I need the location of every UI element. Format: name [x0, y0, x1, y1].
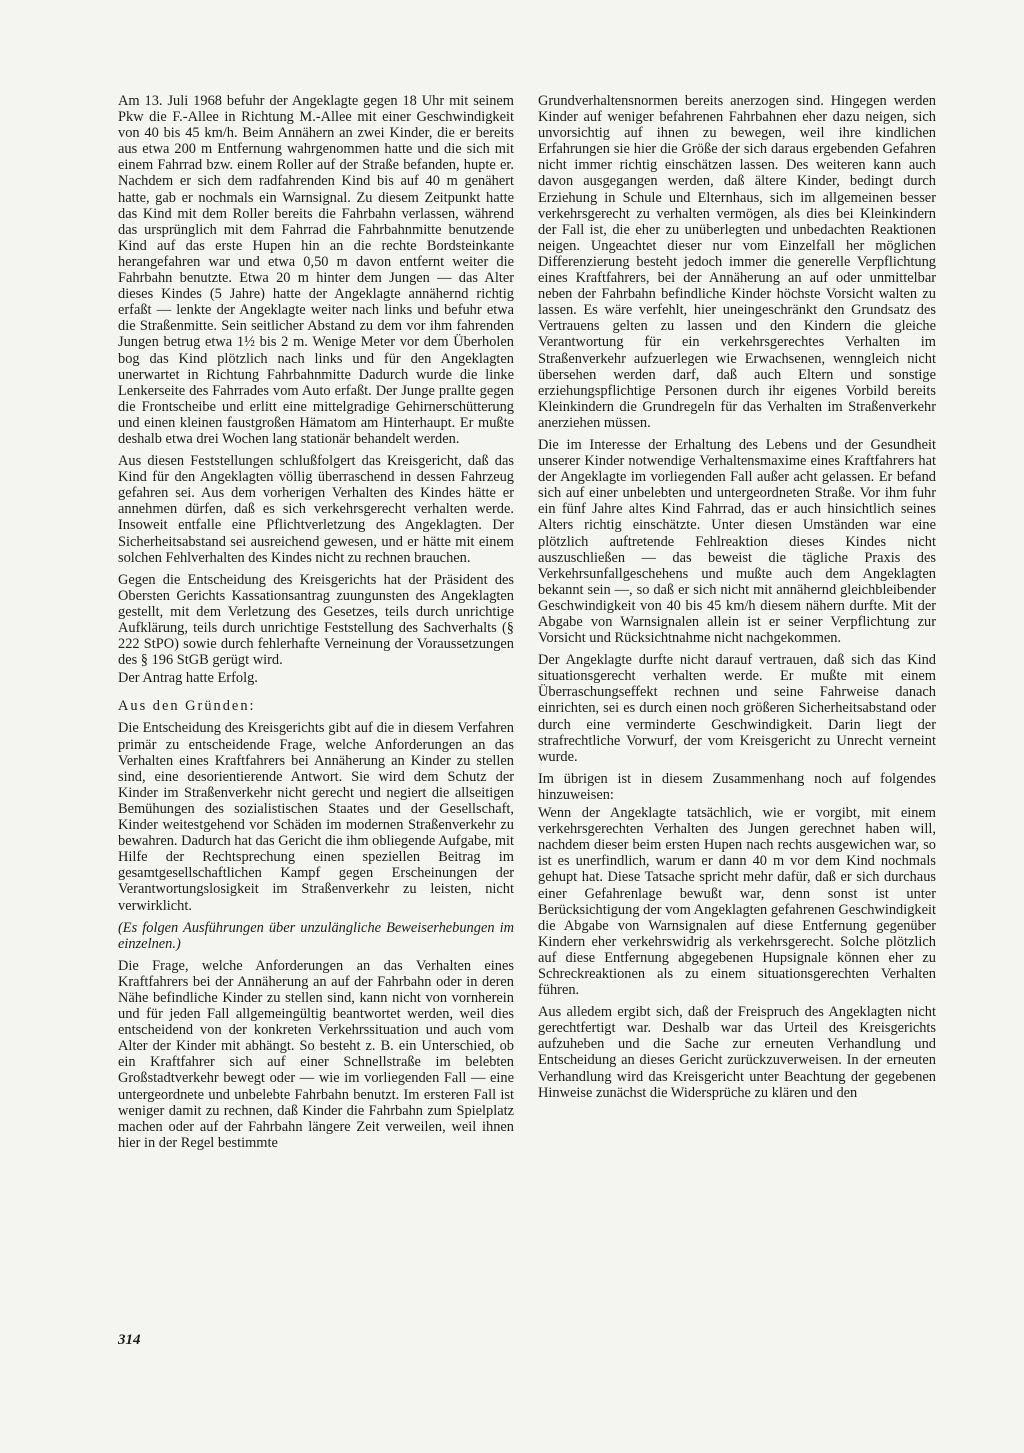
paragraph-reasons: Die Entscheidung des Kreisgerichts gibt auf die in diesem Verfahren primär zu entscheidende Frage, welche Anforderungen an das Verhalten eines Kraftfahrers bei Annäherung an Kinder zu stellen sind, eine desorientierende Antwort. Sie wird dem Schutz der Kinder im Straßenverkehr nicht gerecht und negiert die allseitigen Bemühungen des sozialistischen Staates und der Gesellschaft, Kinder weitestgehend vor Schäden im modernen Straßenverkehr zu bewahren. Dadurch hat das Gericht die ihm obliegende Aufgabe, mit Hilfe der Rechtsprechung einen speziellen Beitrag im gesamtgesellschaftlichen Kampf gegen Erscheinungen der Verantwortungslosigkeit im Straßenverkehr zu leisten, nicht verwirklicht. [118, 720, 515, 914]
paragraph-maxim: Die im Interesse der Erhaltung des Lebens und der Gesundheit unserer Kinder notwendige Verhaltensmaxime eines Kraftfahrers hat der Angeklagte im vorliegenden Fall außer acht gelassen. Er befand sich auf einer unbelebten und untergeordneten Straße. Vor ihm fuhr ein fünf Jahre altes Kind Fahrrad, das er auch hinsichtlich seines Alters richtig einschätzte. Unter diesen Umständen war eine plötzlich auftretende Fehlreaktion dieses Kindes nicht auszuschließen — das beweist die tägliche Praxis des Verkehrsunfallgeschehens und mußte auch dem Angeklagten bekannt sein —, so daß er sich nicht mit annähernd gleichbleibender Geschwindigkeit von 40 bis 45 km/h diesem nähern durfte. Mit der Abgabe von Warnsignalen allein ist er seiner Verpflichtung zur Vorsicht und Rücksichtnahme nicht nachgekommen. [538, 436, 936, 647]
page-number: 314 [118, 1332, 141, 1348]
paragraph-motion-success: Der Antrag hatte Erfolg. [118, 670, 258, 687]
section-heading: Aus den Gründen: [118, 698, 256, 715]
paragraph-conclusion: Aus alledem ergibt sich, daß der Freispruch des Angeklagten nicht gerechtfertigt war. Deshalb war das Urteil des Kreisgerichts aufzuheben und die Sache zur erneuten Verhandlung und Entscheidung an dieses Gericht zurückzuverweisen. In der erneuten Verhandlung wird das Kreisgericht unter Beachtung der gegebenen Hinweise zunächst die Widersprüche zu klären und den [538, 1004, 936, 1101]
left-column [118, 93, 514, 1157]
paragraph-no-trust: Der Angeklagte durfte nicht darauf vertrauen, daß sich das Kind situationsgerecht verhalten werde. Er mußte mit einem Überraschungseffekt rechnen und seine Fahrweise danach einrichten, sei es durch einen noch größeren Sicherheitsabstand oder durch eine verminderte Geschwindigkeit. Darin liegt der strafrechtliche Vorwurf, der vom Kreisgericht zu Unrecht verneint wurde. [538, 652, 936, 765]
right-column [538, 93, 936, 1107]
paragraph-cassation-motion: Gegen die Entscheidung des Kreisgerichts hat der Präsident des Obersten Gerichts Kassationsantrag zuungunsten des Angeklagten gestellt, mit dem Verletzung des Gesetzes, teils durch unrichtige Aufklärung, teils durch unrichtige Feststellung des Sachverhalts (§ 222 StPO) sowie durch fehlerhafte Verneinung der Voraussetzungen des § 196 StGB gerügt wird. [118, 571, 514, 669]
paragraph-basic-norms: Grundverhaltensnormen bereits anerzogen sind. Hingegen werden Kinder auf weniger befahrenen Fahrbahnen eher dazu neigen, sich unvorsichtig auf ihnen zu bewegen, weil ihre kindlichen Erfahrungen sie hier die Größe der sich daraus ergebenden Gefahren nicht immer richtig einschätzen lassen. Des weiteren kann auch davon ausgegangen werden, daß ältere Kinder, bedingt durch Erziehung in Schule und Elternhaus, sich im allgemeinen besser verkehrsgerecht zu verhalten vermögen, als dies bei Kleinkindern der Fall ist, die eher zu unüberlegten und unbedachten Reaktionen neigen. Ungeachtet dieser nur vom Einzelfall her möglichen Differenzierung besteht jedoch immer die generelle Verpflichtung eines Kraftfahrers, bei der Annäherung an auf oder unmittelbar neben der Fahrbahn befindliche Kinder höchste Vorsicht walten zu lassen. Es wäre verfehlt, hier uneingeschränkt den Grundsatz des Vertrauens gelten zu lassen und den Kindern die gleiche Verantwortung für ein verkehrsgerechtes Verhalten im Straßenverkehr aufzuerlegen wie Erwachsenen, wenngleich nicht übersehen werden darf, daß auch Eltern und sonstige erziehungspflichtige Personen durch ihr eigenes Vorbild bereits Kleinkindern die Grundregeln für das Verhalten im Straßenverkehr anerziehen müssen. [538, 93, 936, 431]
paragraph-district-court-conclusion: Aus diesen Feststellungen schlußfolgert das Kreisgericht, daß das Kind für den Angeklagten völlig überraschend in dessen Fahrzeug gefahren sei. Aus dem vorherigen Verhalten des Kindes hätte er annehmen dürfen, daß es sich verkehrsgerecht verhalten werde. Insoweit entfalle eine Pflichtverletzung des Angeklagten. Der Sicherheitsabstand sei ausreichend gewesen, und er hätte mit einem solchen Fehlverhalten des Kindes nicht zu rechnen brauchen. [118, 453, 514, 566]
paragraph-honking: Wenn der Angeklagte tatsächlich, wie er vorgibt, mit einem verkehrsgerechten Verhalten des Jungen gerechnet haben will, nachdem dieser beim ersten Hupen nach rechts ausgewichen war, so ist es unerfindlich, warum er dann 40 m vor dem Kind nochmals gehupt hat. Diese Tatsache spricht mehr dafür, daß er sich durchaus einer Gefahrenlage bewußt war, denn sonst ist unter Berücksichtigung der vom Angeklagten gefahrenen Geschwindigkeit die Abgabe von Warnsignalen auf diese Entfernung gegenüber Kindern eher verkehrswidrig als verkehrsgerecht. Solche plötzlich auf diese Entfernung abgegebenen Hupsignale können eher zu Schreckreaktionen als zu einem situationsgerechten Verhalten führen. [538, 805, 936, 999]
paragraph-further-note: Im übrigen ist in diesem Zusammenhang noch auf folgendes hinzuweisen: [538, 770, 936, 803]
paragraph-requirements: Die Frage, welche Anforderungen an das Verhalten eines Kraftfahrers bei der Annäherung an auf der Fahrbahn oder in deren Nähe befindliche Kinder zu stellen sind, kann nicht von vornherein und für jeden Fall allgemeingültig beantwortet werden, weil dies entscheidend von der konkreten Verkehrssituation und auch vom Alter der Kinder mit abhängt. So besteht z. B. ein Unterschied, ob ein Kraftfahrer sich auf einer Schnellstraße im belebten Großstadtverkehr bewegt oder — wie im vorliegenden Fall — eine untergeordnete und unbelebte Fahrbahn benutzt. Im ersteren Fall ist weniger damit zu rechnen, daß Kinder die Fahrbahn zum Spielplatz machen oder auf der Fahrbahn längere Zeit verweilen, weil ihnen hier in der Regel bestimmte [118, 957, 514, 1151]
italic-note: (Es folgen Ausführungen über unzulängliche Beweiserhebungen im einzelnen.) [118, 919, 514, 952]
paragraph-facts: Am 13. Juli 1968 befuhr der Angeklagte gegen 18 Uhr mit seinem Pkw die F.-Allee in Richtung M.-Allee mit einer Geschwindigkeit von 40 bis 45 km/h. Beim Annähern an zwei Kinder, die er bereits aus etwa 200 m Entfernung wahrgenommen hatte und die sich mit einem Fahrrad bzw. einem Roller auf der Straße befanden, hupte er. Nachdem er sich dem radfahrenden Kind bis auf 40 m genähert hatte, gab er nochmals ein Warnsignal. Zu diesem Zeitpunkt hatte das Kind mit dem Roller bereits die Fahrbahn verlassen, während das ursprünglich mit dem Fahrrad die Fahrbahnmitte benutzende Kind auf das erste Hupen hin an die rechte Bordsteinkante herangefahren war und etwa 0,50 m davon entfernt weiter die Fahrbahn benutzte. Etwa 20 m hinter dem Jungen — das Alter dieses Kindes (5 Jahre) hatte der Angeklagte annähernd richtig erfaßt — lenkte der Angeklagte weiter nach links und befuhr etwa die Straßenmitte. Sein seitlicher Abstand zu dem vor ihm fahrenden Jungen betrug etwa 1½ bis 2 m. Wenige Meter vor dem Überholen bog das Kind plötzlich nach links und für den Angeklagten unerwartet in Richtung Fahrbahnmitte Dadurch wurde die linke Lenkerseite des Fahrrades vom Auto erfaßt. Der Junge prallte gegen die Frontscheibe und erlitt eine mittelgradige Gehirnerschütterung und einen kleinen faustgroßen Hämatom am Hinterhaupt. Er mußte deshalb etwa drei Wochen lang stationär behandelt werden. [118, 93, 514, 447]
